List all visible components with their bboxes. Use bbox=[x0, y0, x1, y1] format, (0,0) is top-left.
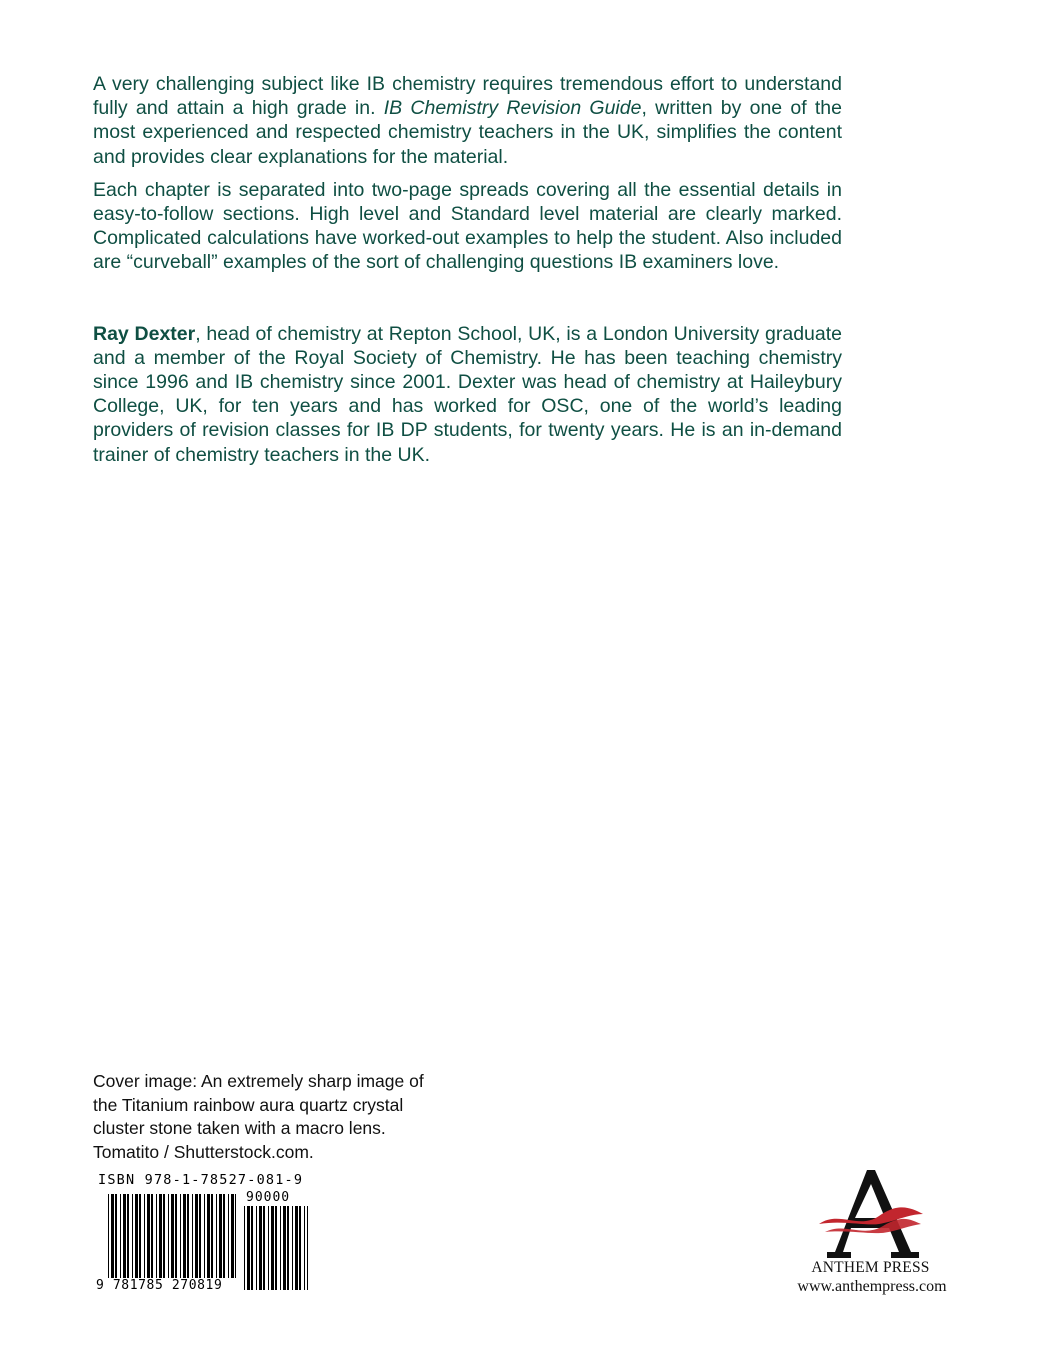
barcode-bar bbox=[219, 1194, 222, 1290]
barcode-bar bbox=[307, 1206, 308, 1290]
blurb-paragraph-1: A very challenging subject like IB chemistry requires tremendous effort to understand fully and attain a high grade in. IB Chemistry Revision Guide, written by one of the most experienced and respected chemistry teachers in the UK, simplifies the content and provides clear explanations for the material. bbox=[93, 73, 842, 168]
barcode-bar bbox=[147, 1194, 150, 1290]
publisher-name: ANTHEM PRESS bbox=[811, 1259, 930, 1276]
barcode-bar bbox=[247, 1206, 250, 1290]
publisher-url: www.anthempress.com bbox=[797, 1278, 947, 1295]
barcode-bar bbox=[183, 1194, 186, 1290]
barcode-bar bbox=[280, 1206, 281, 1290]
barcode-bar bbox=[199, 1194, 201, 1290]
barcode-bar bbox=[175, 1194, 177, 1290]
cover-image-credit: Cover image: An extremely sharp image of the Titanium rainbow aura quartz crystal cluster stone taken with a macro lens. Tomatito / Shutterstock.com. bbox=[93, 1071, 424, 1162]
barcode-bar bbox=[135, 1194, 138, 1290]
barcode-bar bbox=[139, 1194, 141, 1290]
barcode-bar bbox=[244, 1206, 245, 1290]
blurb-paragraph-2: Each chapter is separated into two-page spreads covering all the essential details in easy-to-follow sections. High level and Standard level material are clearly marked. Complicated calculations have worked-out examples to help the student. Also included are “curveball” examples of the sort of challenging questions IB examiners love. bbox=[93, 178, 842, 274]
barcode-bar bbox=[271, 1206, 274, 1290]
barcode-bar bbox=[144, 1194, 145, 1290]
barcode-addon-number: 90000 bbox=[246, 1190, 291, 1205]
barcode-ean-number: 9 781785 270819 bbox=[96, 1278, 236, 1293]
book-title: IB Chemistry Revision Guide bbox=[383, 97, 642, 120]
barcode-bar bbox=[256, 1206, 257, 1290]
barcode-bar bbox=[159, 1194, 162, 1290]
barcode-bar bbox=[127, 1194, 129, 1290]
barcode-bar bbox=[216, 1194, 217, 1290]
barcode-bar bbox=[295, 1206, 298, 1290]
addon-bars bbox=[244, 1206, 308, 1290]
barcode-bar bbox=[235, 1194, 236, 1290]
barcode-bar bbox=[275, 1206, 277, 1290]
barcode-bar bbox=[180, 1194, 181, 1290]
barcode-bar bbox=[163, 1194, 165, 1290]
barcode-bar bbox=[211, 1194, 213, 1290]
barcode-bar bbox=[192, 1194, 193, 1290]
barcode-bar bbox=[108, 1194, 109, 1290]
author-bio: Ray Dexter, head of chemistry at Repton School, UK, is a London University graduate and a member of the Royal Society of Chemistry. He has been teaching chemistry since 1996 and IB chemistry since 2001. Dexter was head of chemistry at Haileybury College, UK, for ten years and has worked for OSC, one of the world’s leading providers of revision classes for IB DP students, for twenty years. He is an in-demand trainer of chemistry teachers in the UK. bbox=[93, 322, 842, 466]
barcode-bar bbox=[115, 1194, 117, 1290]
barcode-bar bbox=[283, 1206, 286, 1290]
barcode-bar bbox=[204, 1194, 205, 1290]
barcode-bar bbox=[132, 1194, 133, 1290]
barcode-bar bbox=[223, 1194, 225, 1290]
barcode-bar bbox=[228, 1194, 229, 1290]
ean-bars bbox=[108, 1194, 236, 1290]
barcode-bar bbox=[304, 1206, 305, 1290]
barcode-bar bbox=[231, 1194, 234, 1290]
barcode-bar bbox=[251, 1206, 253, 1290]
barcode-bar bbox=[123, 1194, 126, 1290]
barcode-bar bbox=[268, 1206, 269, 1290]
barcode-bar bbox=[207, 1194, 210, 1290]
barcode-bar bbox=[171, 1194, 174, 1290]
barcode-bar bbox=[263, 1206, 265, 1290]
author-name: Ray Dexter bbox=[93, 322, 196, 345]
barcode-bar bbox=[287, 1206, 289, 1290]
back-cover-blurb bbox=[93, 72, 842, 476]
barcode-bar bbox=[292, 1206, 293, 1290]
anthem-a-logo-icon bbox=[815, 1168, 925, 1264]
barcode-bar bbox=[156, 1194, 157, 1290]
barcode-bar bbox=[259, 1206, 262, 1290]
barcode-bar bbox=[187, 1194, 189, 1290]
barcode-bar bbox=[195, 1194, 198, 1290]
barcode-bar bbox=[111, 1194, 114, 1290]
barcode-bar bbox=[120, 1194, 121, 1290]
barcode-bar bbox=[151, 1194, 153, 1290]
barcode-bar bbox=[299, 1206, 301, 1290]
isbn-label: ISBN 978-1-78527-081-9 bbox=[98, 1172, 304, 1188]
barcode-bar bbox=[168, 1194, 169, 1290]
